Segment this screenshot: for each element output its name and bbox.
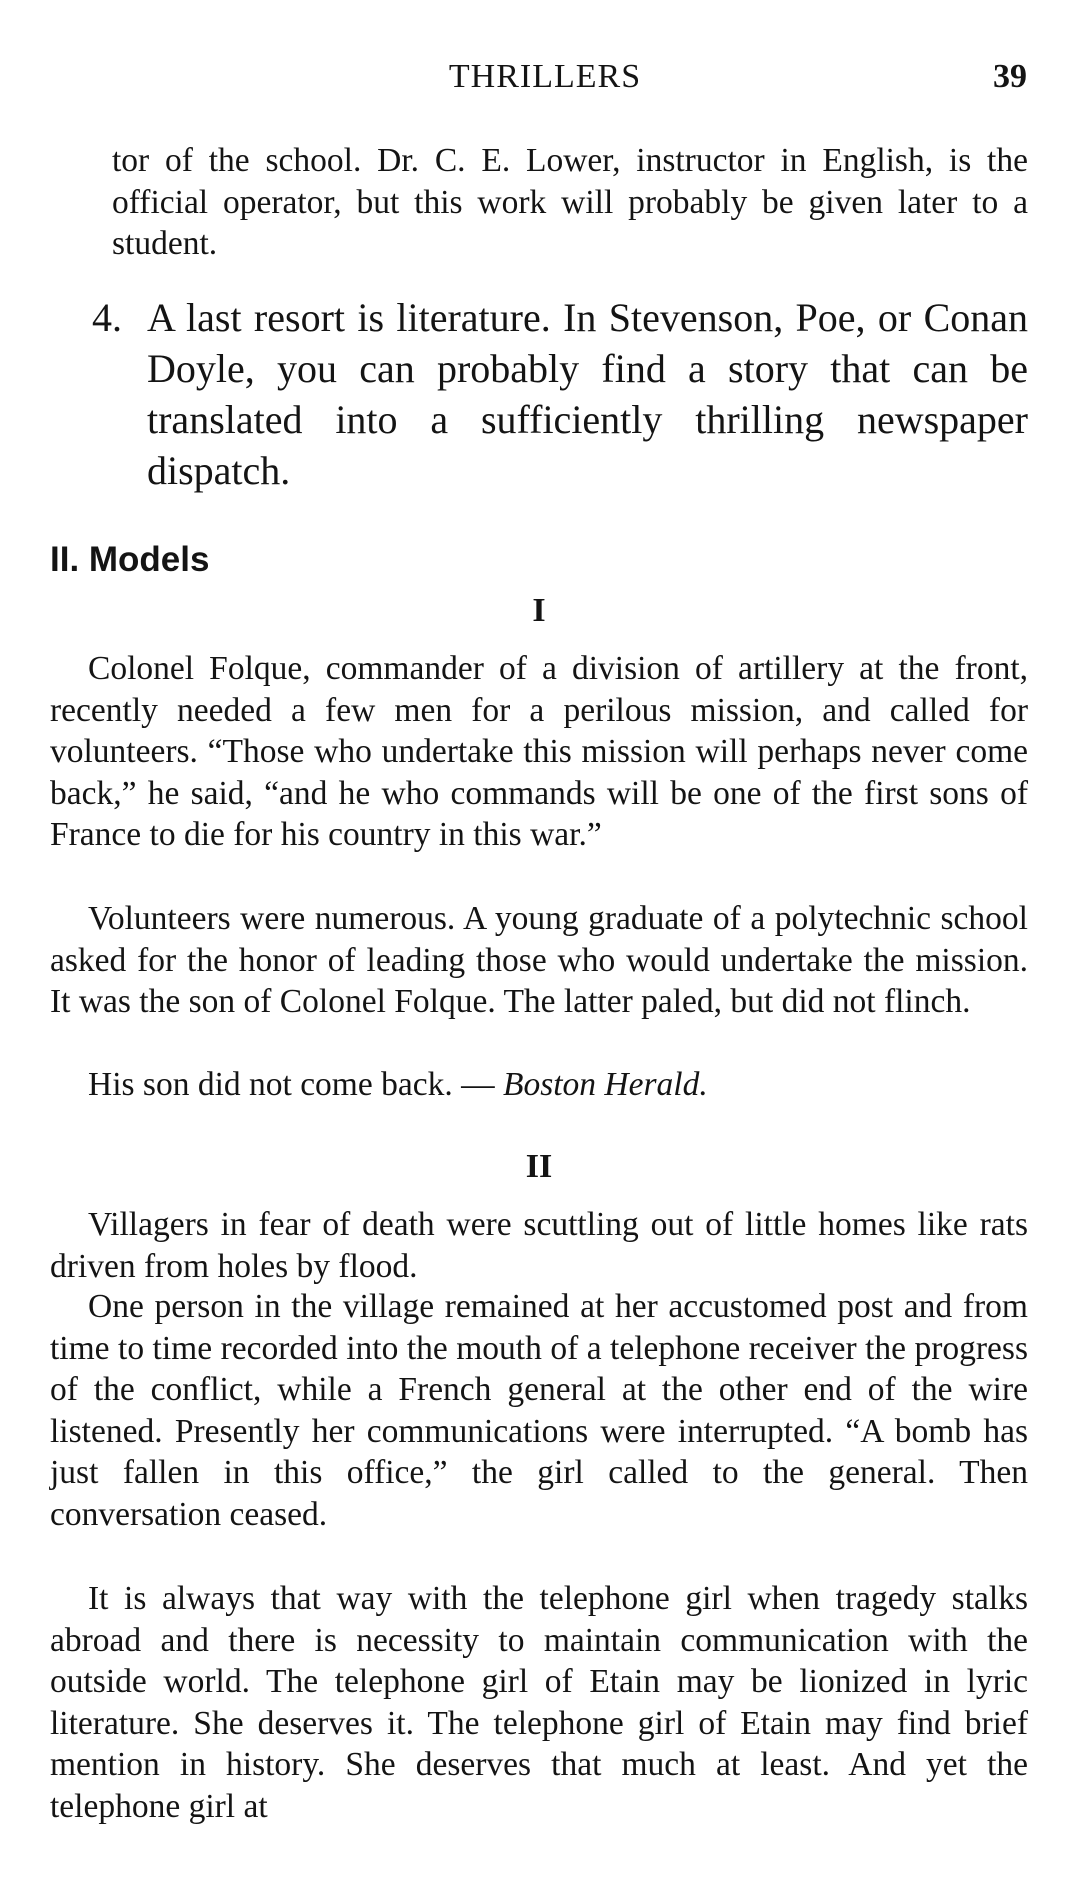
model-1-paragraph-2: Volunteers were numerous. A young graduate of a polytechnic school asked for the honor of leading those who would undertake the mission. It was the son of Colonel Folque. The latter paled, but did not flinch. <box>50 900 1028 1020</box>
page-header <box>50 58 1040 98</box>
model-1-paragraph-3 <box>50 1064 1028 1106</box>
model-2-paragraph-2: One person in the village remained at her accustomed post and from time to time recorded into the mouth of a telephone receiver the progress of the conflict, while a French general at the other end of the wire listened. Presently her communications were interrupted. “A bomb has just fallen in this office,” the girl called to the general. Then conversation ceased. <box>50 1288 1028 1533</box>
list-item-text: A last resort is literature. In Stevenson, Poe, or Conan Doyle, you can probably find a story that can be translated into a sufficiently thrilling newspaper dispatch. <box>147 295 1028 493</box>
list-item-number: 4. <box>92 295 122 340</box>
list-item-4 <box>92 292 1028 496</box>
model-1-paragraph-1: Colonel Folque, commander of a division of artillery at the front, recently needed a few men for a perilous mission, and called for volunteers. “Those who undertake this mission will perhaps never come back,” he said, “and he who commands will be one of the first sons of France to die for his country in this war.” <box>50 650 1028 853</box>
page-number: 39 <box>993 58 1027 95</box>
model-1-source: Boston Herald. <box>502 1066 708 1103</box>
continuation-paragraph: tor of the school. Dr. C. E. Lower, instructor in English, is the official operator, but this work will probably be given later to a student. <box>112 142 1028 262</box>
running-title: THRILLERS <box>448 58 642 95</box>
model-numeral-1: I <box>532 592 546 629</box>
section-heading: II. Models <box>50 540 210 579</box>
model-2-paragraph-3: It is always that way with the telephone girl when tragedy stalks abroad and there is necessity to maintain communication with the outside world. The telephone girl of Etain may be lionized in lyric literature. She deserves it. The telephone girl of Etain may find brief mention in history. She deserves that much at least. And yet the telephone girl at <box>50 1580 1028 1825</box>
model-1-closing-text: His son did not come back. — <box>88 1066 503 1103</box>
model-2-paragraph-1: Villagers in fear of death were scuttling out of little homes like rats driven from holes by flood. <box>50 1206 1028 1285</box>
model-numeral-2: II <box>525 1148 553 1185</box>
